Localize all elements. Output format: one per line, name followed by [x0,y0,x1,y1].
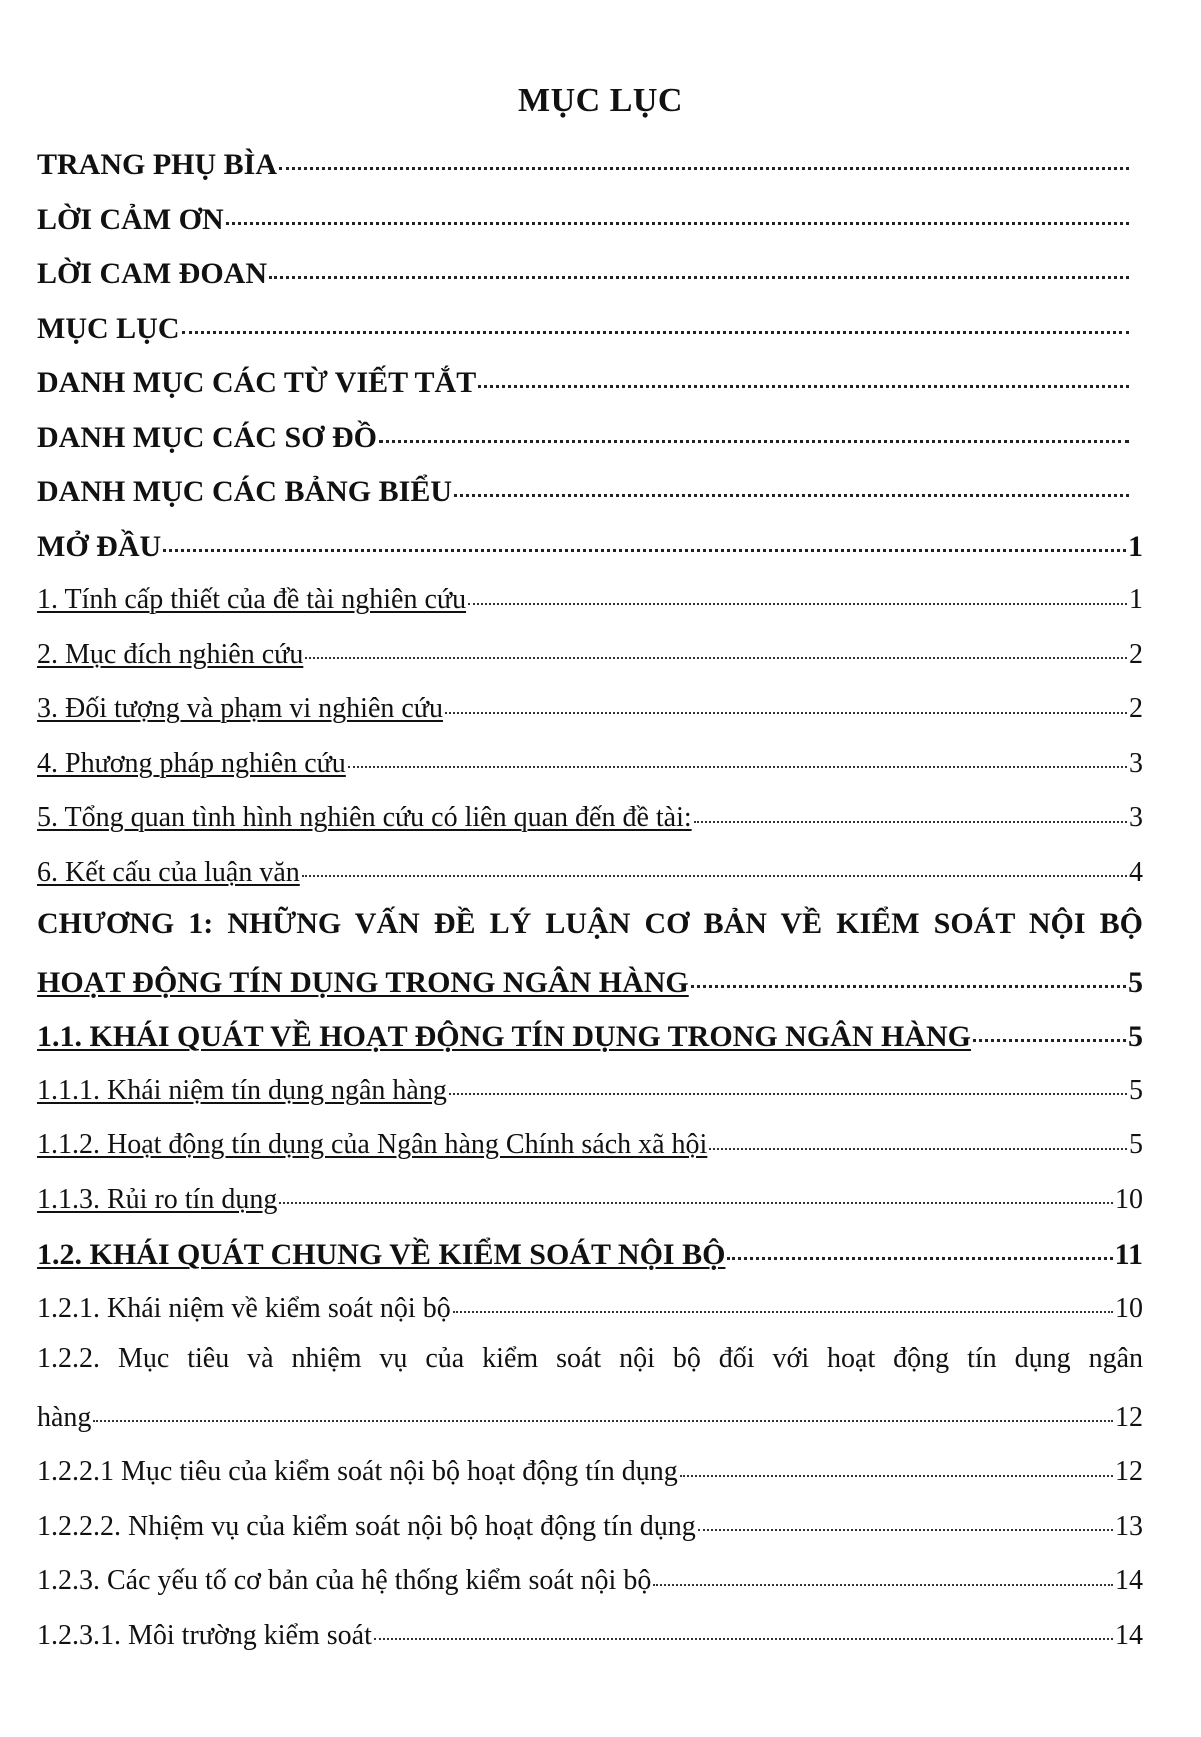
toc-page-number: 5 [1129,1129,1143,1160]
toc-entry-line [37,907,1143,962]
toc-entry-label: 1.1.1. Khái niệm tín dụng ngân hàng [37,1074,447,1106]
dot-leader [691,962,1126,992]
toc-page-number: 13 [1115,1510,1143,1542]
dot-leader [453,1289,1113,1317]
toc-entry-label: 4. Phương pháp nghiên cứu [37,747,346,779]
toc-entry-label: 5. Tổng quan tình hình nghiên cứu có liên quan đến đề tài: [37,802,692,833]
dot-leader [445,689,1127,717]
toc-page-number: 12 [1115,1401,1143,1433]
dot-leader [348,744,1127,772]
toc-entry-label: MỞ ĐẦU [37,529,162,563]
toc-entry[interactable] [37,526,1143,581]
toc-entry-label: 6. Kết cấu của luận văn [37,856,300,888]
dot-leader [279,144,1129,174]
toc-page-number: 12 [1115,1456,1143,1487]
toc-entry-label: 1.2. KHÁI QUÁT CHUNG VỀ KIỂM SOÁT NỘI BỘ [37,1238,726,1271]
toc-entry[interactable] [37,744,1143,799]
toc-entry-label: 1.2.1. Khái niệm về kiểm soát nội bộ [37,1292,451,1324]
toc-entry-label: 1.2.2. Mục tiêu và nhiệm vụ của kiểm soát nội bộ đối với hoạt động tín dụng ngân [37,1343,1143,1374]
dot-leader [226,199,1129,229]
toc-entry-label: HOẠT ĐỘNG TÍN DỤNG TRONG NGÂN HÀNG [37,965,689,999]
toc-entry[interactable] [37,1561,1143,1616]
toc-page-number: 14 [1115,1619,1143,1651]
toc-entry[interactable] [37,962,1143,1017]
toc-entry-label: TRANG PHỤ BÌA [37,148,278,181]
toc-entry[interactable] [37,1289,1143,1344]
toc-entry-label: 1.1. KHÁI QUÁT VỀ HOẠT ĐỘNG TÍN DỤNG TRONG NGÂN HÀNG [37,1020,972,1053]
toc-page-number: 11 [1114,1238,1143,1271]
dot-leader [680,1452,1113,1480]
toc-entry[interactable] [37,144,1143,199]
toc-page-number: 1 [1128,529,1143,563]
toc-entry[interactable] [37,1234,1143,1289]
toc-entry-label: 1.1.3. Rủi ro tín dụng [37,1183,278,1215]
toc-page-number: 10 [1115,1183,1143,1215]
toc-entry[interactable] [37,199,1143,254]
toc-page-number: 1 [1129,584,1143,615]
toc-page-number: 10 [1115,1292,1143,1324]
toc-page-number: 5 [1129,1074,1143,1106]
dot-leader [694,798,1127,826]
dot-leader [163,526,1126,556]
dot-leader [302,853,1127,881]
toc-entry[interactable] [37,635,1143,690]
toc-title: MỤC LỤC [518,82,683,119]
toc-entry[interactable] [37,1071,1143,1126]
toc-entry-label: 1. Tính cấp thiết của đề tài nghiên cứu [37,584,467,615]
toc-entry[interactable] [37,1452,1143,1507]
toc-entry-label: MỤC LỤC [37,311,180,345]
toc-page-number: 3 [1129,802,1143,833]
toc-entry-label: 1.2.2.2. Nhiệm vụ của kiểm soát nội bộ hoạt động tín dụng [37,1510,696,1542]
dot-leader [269,253,1129,283]
toc-entry[interactable] [37,1616,1143,1671]
toc-entry[interactable] [37,1507,1143,1562]
toc-entry-label: 1.1.2. Hoạt động tín dụng của Ngân hàng Chính sách xã hội [37,1129,708,1160]
toc-entry-label: CHƯƠNG 1: NHỮNG VẤN ĐỀ LÝ LUẬN CƠ BẢN VỀ KIỂM SOÁT NỘI BỘ [37,907,1143,940]
toc-entry-label: 2. Mục đích nghiên cứu [37,638,304,670]
toc-entry[interactable] [37,417,1143,472]
dot-leader [653,1561,1113,1589]
toc-entry-label: 1.2.2.1 Mục tiêu của kiểm soát nội bộ hoạt động tín dụng [37,1456,678,1487]
dot-leader [468,580,1127,608]
dot-leader [454,471,1129,501]
toc-entry[interactable] [37,1125,1143,1180]
toc-entry[interactable] [37,308,1143,363]
dot-leader [374,1616,1113,1644]
toc-entry[interactable] [37,1180,1143,1235]
toc-entry-line [37,1343,1143,1398]
toc-page-number: 5 [1128,965,1143,999]
toc-entry[interactable] [37,471,1143,526]
toc-entry-label: 1.2.3. Các yếu tố cơ bản của hệ thống kiểm soát nội bộ [37,1565,652,1596]
toc-page-number: 14 [1115,1565,1143,1596]
toc-entry[interactable] [37,362,1143,417]
toc-entry[interactable] [37,253,1143,308]
dot-leader [698,1507,1113,1535]
toc-entry-label: hàng [37,1401,92,1433]
toc-entry[interactable] [37,798,1143,853]
dot-leader [478,362,1129,392]
dot-leader [973,1016,1126,1046]
dot-leader [305,635,1127,663]
toc-entry[interactable] [37,580,1143,635]
toc-page-number: 2 [1129,638,1143,670]
toc-entry-label: 3. Đối tượng và phạm vi nghiên cứu [37,693,443,724]
dot-leader [182,308,1130,338]
dot-leader [727,1234,1112,1264]
dot-leader [93,1398,1113,1426]
toc-page-number: 5 [1128,1020,1143,1053]
toc-entry-label: LỜI CẢM ƠN [37,202,224,236]
toc-page-number: 3 [1129,747,1143,779]
toc-entry-label: LỜI CAM ĐOAN [37,257,267,290]
toc-entry[interactable] [37,1016,1143,1071]
dot-leader [449,1071,1127,1099]
toc-entry[interactable] [37,689,1143,744]
toc-entry[interactable] [37,1398,1143,1453]
dot-leader [709,1125,1127,1153]
toc-entry-label: DANH MỤC CÁC TỪ VIẾT TẮT [37,366,477,399]
table-of-contents [37,144,1143,1670]
toc-entry[interactable] [37,853,1143,908]
dot-leader [279,1180,1113,1208]
dot-leader [379,417,1129,447]
toc-entry-label: 1.2.3.1. Môi trường kiểm soát [37,1619,372,1651]
toc-entry-label: DANH MỤC CÁC BẢNG BIỂU [37,475,453,508]
toc-page-number: 2 [1129,693,1143,724]
toc-page-number: 4 [1129,856,1143,888]
toc-entry-label: DANH MỤC CÁC SƠ ĐỒ [37,420,377,454]
